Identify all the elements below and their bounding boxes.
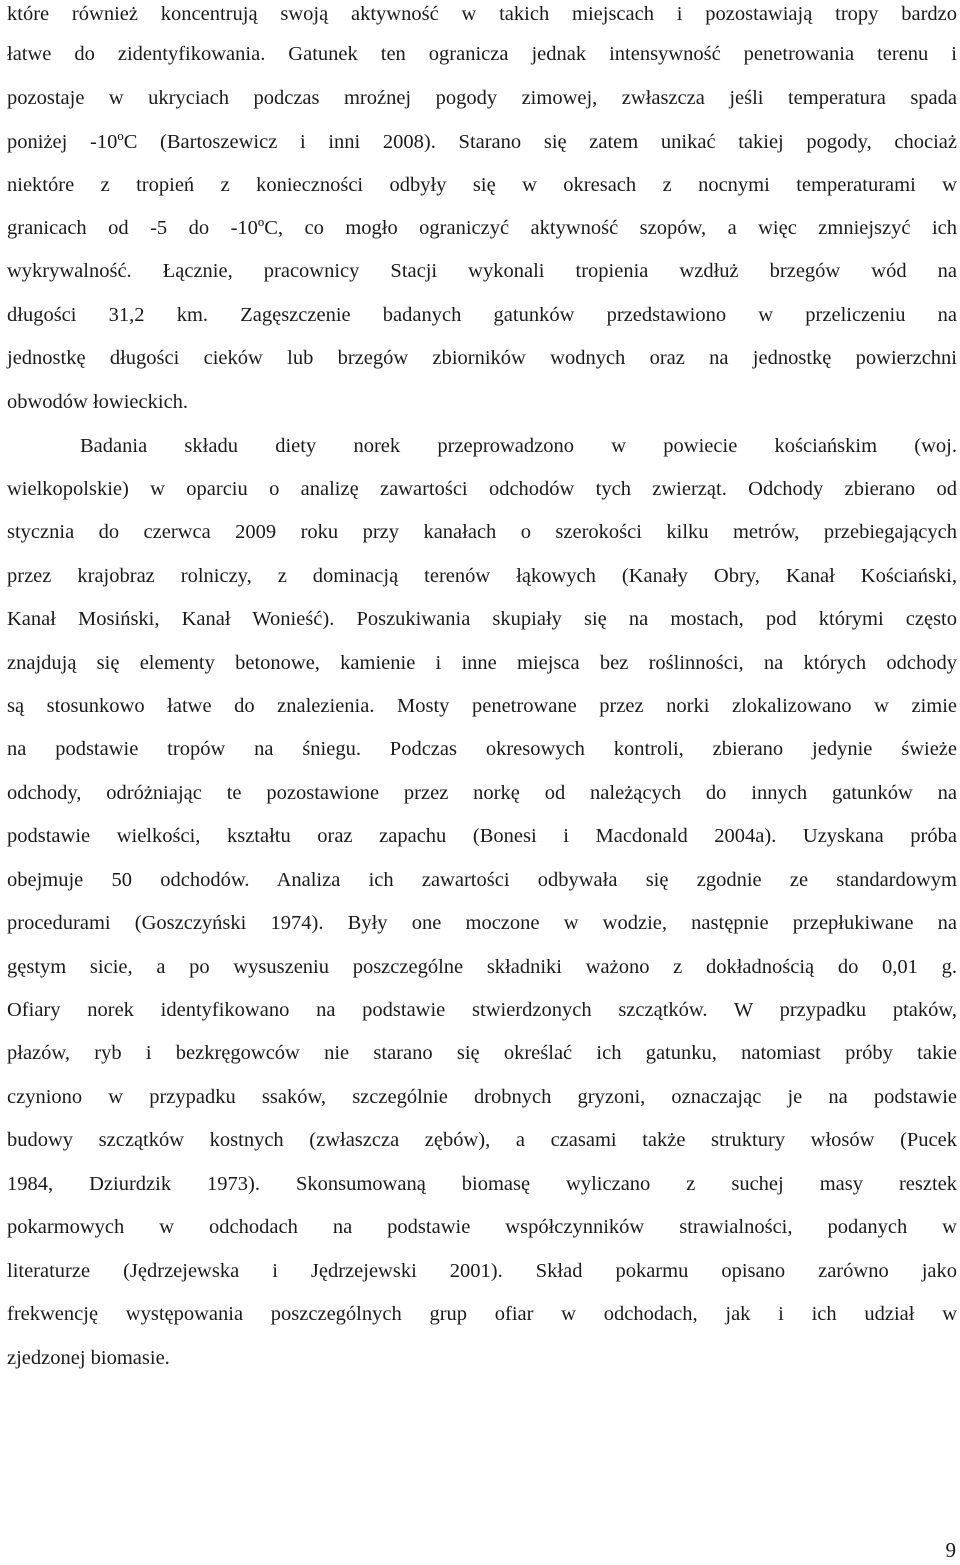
text-line: 1984, Dziurdzik 1973). Skonsumowaną biomasę wyliczano z suchej masy resztek [7, 1173, 957, 1195]
text-line: jednostkę długości cieków lub brzegów zbiorników wodnych oraz na jednostkę powierzchni [7, 347, 957, 369]
text-line: długości 31,2 km. Zagęszczenie badanych gatunków przedstawiono w przeliczeniu na [7, 304, 957, 326]
text-line: stycznia do czerwca 2009 roku przy kanałach o szerokości kilku metrów, przebiegających [7, 521, 957, 543]
text-line: granicach od -5 do -10ºC, co mogło ograniczyć aktywność szopów, a więc zmniejszyć ich [7, 217, 957, 239]
text-line: znajdują się elementy betonowe, kamienie i inne miejsca bez roślinności, na których odchody [7, 652, 957, 674]
text-line: wielkopolskie) w oparciu o analizę zawartości odchodów tych zwierząt. Odchody zbierano od [7, 478, 957, 500]
text-line: odchody, odróżniając te pozostawione przez norkę od należących do innych gatunków na [7, 782, 957, 804]
text-line: łatwe do zidentyfikowania. Gatunek ten ogranicza jednak intensywność penetrowania terenu i [7, 43, 957, 65]
text-line: podstawie wielkości, kształtu oraz zapachu (Bonesi i Macdonald 2004a). Uzyskana próba [7, 825, 957, 847]
text-line: frekwencję występowania poszczególnych grup ofiar w odchodach, jak i ich udział w [7, 1303, 957, 1325]
text-line: płazów, ryb i bezkręgowców nie starano się określać ich gatunku, natomiast próby takie [7, 1042, 957, 1064]
page-number: 9 [945, 1538, 956, 1562]
text-line: pozostaje w ukryciach podczas mroźnej pogody zimowej, zwłaszcza jeśli temperatura spada [7, 87, 957, 109]
text-line: czyniono w przypadku ssaków, szczególnie drobnych gryzoni, oznaczając je na podstawie [7, 1086, 957, 1108]
text-line: Badania składu diety norek przeprowadzono w powiecie kościańskim (woj. [80, 435, 957, 457]
text-line: są stosunkowo łatwe do znalezienia. Mosty penetrowane przez norki zlokalizowano w zimie [7, 695, 957, 717]
text-line: budowy szczątków kostnych (zwłaszcza zębów), a czasami także struktury włosów (Pucek [7, 1129, 957, 1151]
text-line: Kanał Mosiński, Kanał Wonieść). Poszukiwania skupiały się na mostach, pod którymi często [7, 608, 957, 630]
text-line: obwodów łowieckich. [7, 391, 189, 413]
text-line: pokarmowych w odchodach na podstawie współczynników strawialności, podanych w [7, 1216, 957, 1238]
text-line: obejmuje 50 odchodów. Analiza ich zawartości odbywała się zgodnie ze standardowym [7, 869, 957, 891]
text-line: wykrywalność. Łącznie, pracownicy Stacji wykonali tropienia wzdłuż brzegów wód na [7, 260, 957, 282]
text-line: Ofiary norek identyfikowano na podstawie stwierdzonych szczątków. W przypadku ptaków, [7, 999, 957, 1021]
text-line: które również koncentrują swoją aktywność w takich miejscach i pozostawiają tropy bardzo [7, 3, 957, 25]
text-line: niektóre z tropień z konieczności odbyły się w okresach z nocnymi temperaturami w [7, 174, 957, 196]
text-line: literaturze (Jędrzejewska i Jędrzejewski 2001). Skład pokarmu opisano zarówno jako [7, 1260, 957, 1282]
text-line: przez krajobraz rolniczy, z dominacją terenów łąkowych (Kanały Obry, Kanał Kościański, [7, 565, 957, 587]
text-line: procedurami (Goszczyński 1974). Były one moczone w wodzie, następnie przepłukiwane na [7, 912, 957, 934]
text-line: gęstym sicie, a po wysuszeniu poszczególne składniki ważono z dokładnością do 0,01 g. [7, 956, 957, 978]
text-line: poniżej -10ºC (Bartoszewicz i inni 2008). Starano się zatem unikać takiej pogody, chociaż [7, 131, 957, 153]
text-line: na podstawie tropów na śniegu. Podczas okresowych kontroli, zbierano jedynie świeże [7, 738, 957, 760]
text-line: zjedzonej biomasie. [7, 1347, 170, 1369]
